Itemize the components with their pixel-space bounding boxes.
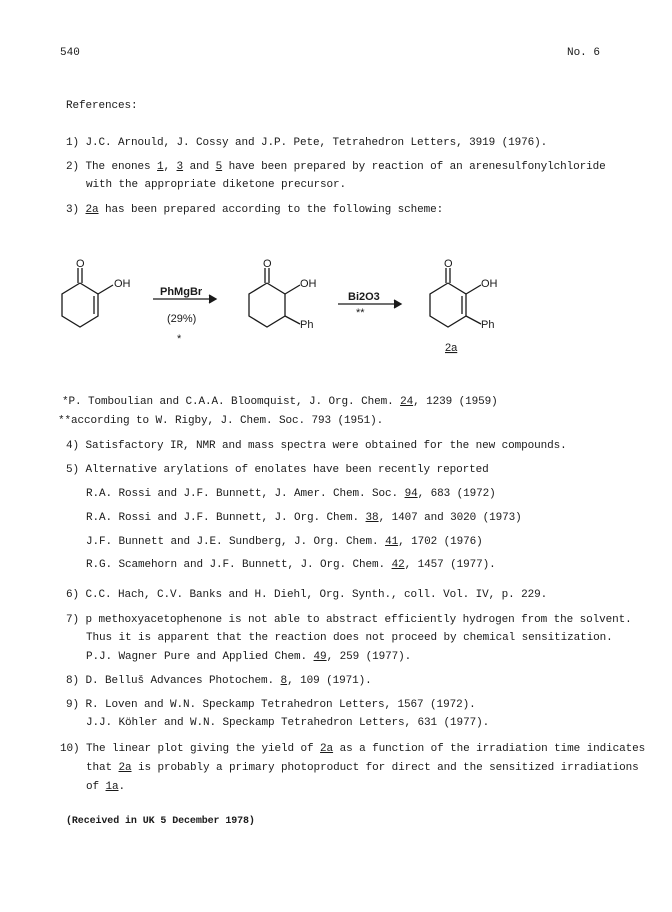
ref-1: 1) J.C. Arnould, J. Cossy and J.P. Pete, Tetrahedron Letters, 3919 (1976). xyxy=(66,137,548,149)
ref-10: 10) The linear plot giving the yield of 2a as a function of the irradiation time indicates xyxy=(60,743,646,755)
ref-7-cont: Thus it is apparent that the reaction does not proceed by chemical sensitization. xyxy=(86,632,613,644)
molecule-product-2a xyxy=(430,268,481,327)
page-number: 540 xyxy=(60,47,80,59)
o-label-2: O xyxy=(263,258,272,270)
ref-5b: R.A. Rossi and J.F. Bunnett, J. Org. Chem. 38, 1407 and 3020 (1973) xyxy=(86,512,522,524)
footnote-mark-1: * xyxy=(177,333,182,345)
ref-10-cont: that 2a is probably a primary photoproduct for direct and the sensitized irradiations xyxy=(86,762,639,774)
ref-4: 4) Satisfactory IR, NMR and mass spectra were obtained for the new compounds. xyxy=(66,440,567,452)
molecule-cyclohexenone-oh xyxy=(62,268,113,327)
ref-3: 3) 2a has been prepared according to the following scheme: xyxy=(66,204,444,216)
ref-5: 5) Alternative arylations of enolates have been recently reported xyxy=(66,464,489,476)
yield-label: (29%) xyxy=(167,313,197,325)
ref-8: 8) D. Belluš Advances Photochem. 8, 109 (1971). xyxy=(66,675,372,687)
reagent-phmgbr: PhMgBr xyxy=(160,286,203,298)
footnote-2: **according to W. Rigby, J. Chem. Soc. 793 (1951). xyxy=(58,415,384,427)
received-date: (Received in UK 5 December 1978) xyxy=(66,816,255,827)
ph-label-2: Ph xyxy=(300,319,314,331)
footnote-mark-2: ** xyxy=(356,307,365,319)
ref-5c: J.F. Bunnett and J.E. Sundberg, J. Org. Chem. 41, 1702 (1976) xyxy=(86,536,483,548)
oh-label-1: OH xyxy=(114,278,131,290)
ref-2-cont: with the appropriate diketone precursor. xyxy=(86,179,347,191)
ph-label-3: Ph xyxy=(481,319,495,331)
compound-2a: 2a xyxy=(85,204,99,216)
o-label-1: O xyxy=(76,258,85,270)
product-label: 2a xyxy=(445,342,458,354)
ref-10-cont-2: of 1a. xyxy=(86,781,126,793)
ref-6: 6) C.C. Hach, C.V. Banks and H. Diehl, Org. Synth., coll. Vol. IV, p. 229. xyxy=(66,589,548,601)
o-label-3: O xyxy=(444,258,453,270)
ref-5d: R.G. Scamehorn and J.F. Bunnett, J. Org. Chem. 42, 1457 (1977). xyxy=(86,559,496,571)
compound-1: 1 xyxy=(157,161,164,173)
molecule-cyclohexanone-oh-ph xyxy=(249,268,300,327)
ref-7-citation: P.J. Wagner Pure and Applied Chem. 49, 259 (1977). xyxy=(86,651,412,663)
ref-9-cont: J.J. Köhler and W.N. Speckamp Tetrahedron Letters, 631 (1977). xyxy=(86,717,490,729)
reaction-scheme xyxy=(0,250,672,360)
footnote-1: *P. Tomboulian and C.A.A. Bloomquist, J. Org. Chem. 24, 1239 (1959) xyxy=(62,396,498,408)
issue-number: No. 6 xyxy=(566,47,600,59)
ref-9: 9) R. Loven and W.N. Speckamp Tetrahedron Letters, 1567 (1972). xyxy=(66,699,476,711)
ref-2: 2) The enones 1, 3 and 5 have been prepared by reaction of an arenesulfonylchloride xyxy=(66,161,606,173)
ref-5a: R.A. Rossi and J.F. Bunnett, J. Amer. Chem. Soc. 94, 683 (1972) xyxy=(86,488,496,500)
oh-label-3: OH xyxy=(481,278,498,290)
ref-7: 7) p methoxyacetophenone is not able to abstract efficiently hydrogen from the solvent. xyxy=(66,614,632,626)
oh-label-2: OH xyxy=(300,278,317,290)
reagent-bi2o3: Bi2O3 xyxy=(348,291,380,303)
compound-3: 3 xyxy=(176,161,184,173)
references-heading: References: xyxy=(66,100,138,112)
compound-5: 5 xyxy=(215,161,223,173)
